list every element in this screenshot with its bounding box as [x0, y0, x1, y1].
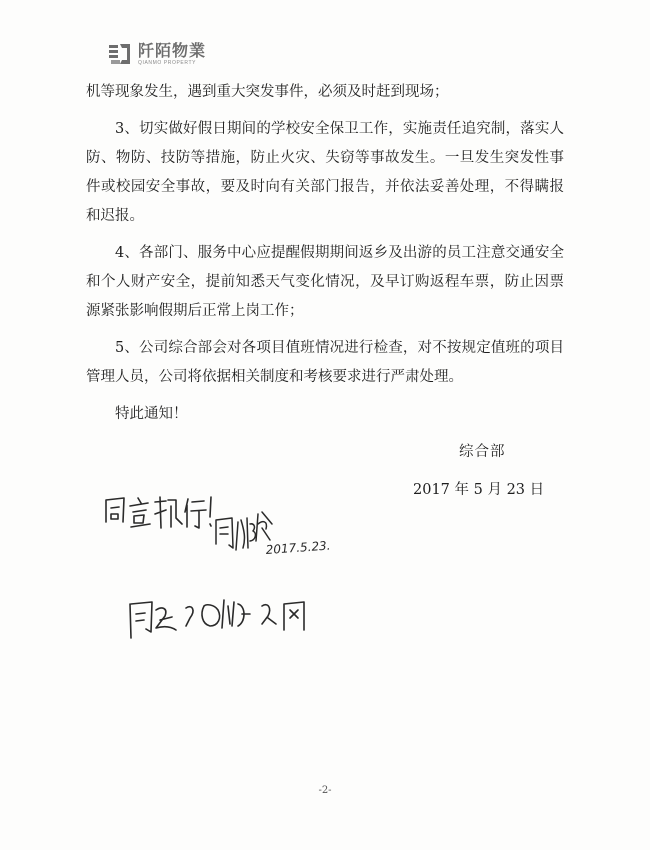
- paragraph-item-4: 4、各部门、服务中心应提醒假期期间返乡及出游的员工注意交通安全和个人财产安全，提前知悉天气变化情况，及早订购返程车票，防止因票源紧张影响假期后正常上岗工作；: [86, 245, 564, 319]
- page-number: -2-: [318, 785, 332, 796]
- handwritten-approval-note: [106, 497, 211, 528]
- paragraph-continuation: 机等现象发生，遇到重大突发事件，必须及时赶到现场；: [86, 84, 449, 100]
- paragraph-item-5: 5、公司综合部会对各项目值班情况进行检查，对不按规定值班的项目管理人员，公司将依据相关制度和考核要求进行严肃处理。: [86, 340, 564, 385]
- logo-chinese-name: 阡陌物業: [138, 40, 207, 60]
- logo-english-name: QIANMO PROPERTY: [138, 59, 197, 66]
- signature-1-date: 2017.5.23.: [265, 538, 331, 557]
- issue-date: 2017 年 5 月 23 日: [413, 482, 545, 498]
- signature-2: [130, 600, 304, 638]
- closing-line: 特此通知！: [115, 406, 188, 422]
- issuing-department: 综合部: [459, 444, 506, 460]
- signature-1: [216, 512, 272, 550]
- paragraph-item-3: 3、切实做好假日期间的学校安全保卫工作，实施责任追究制，落实人防、物防、技防等措施，防止火灾、失窃等事故发生。一旦发生突发性事件或校园安全事故，要及时向有关部门报告，并依法妥善处理，不得瞒报和迟报。: [86, 121, 564, 224]
